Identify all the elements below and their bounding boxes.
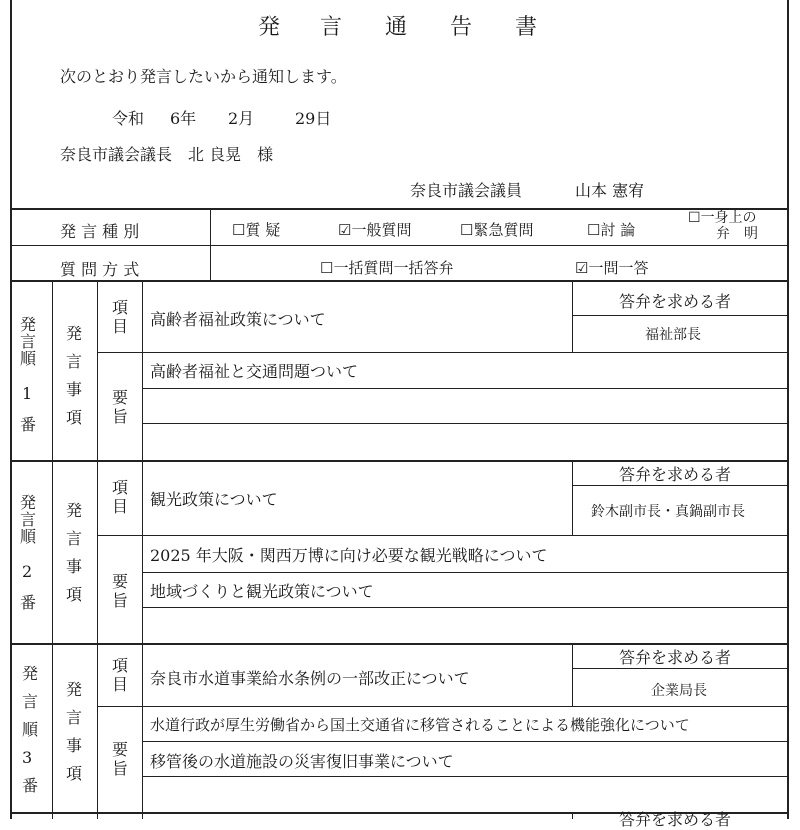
speech-matter-label: 発 言 事 項 [66, 501, 83, 604]
speech-order-label: 発 言 順 3 番 [22, 664, 39, 795]
speech-order-number: 1 [22, 384, 33, 403]
notice-form: 発 言 通 告 書 次のとおり発言したいから通知します。 令和 6年 2月 29日 奈良市議会議長 北 良晃 様 奈良市議会議員 山本 憲宥 発 言 種 別 ☐質 疑 ☑一般質問 ☐緊急質問 ☐討 論 ☐一身上の 弁 明 質 問 方 式 ☐一括質問一括答弁 ☑一問一答 発 言 順 1 番 発 言 事 項 項 目 要 旨 高齢者福祉政策について 答弁を求める者 福祉部長 高齢者福祉と交通問題ついて 発 言 順 2 番 発 言 事 項 項 目 要 旨 観光政策について 答弁を求める者 鈴木副市長・真鍋副市長 2025 年大阪・関西万博に向け必要な観光戦略について 地域づくりと観光政策について 発 言 順 3 番 発 言 事 項 項 目 要 旨 奈良市水道事業給水条例の一部改正について 答弁を求める者 企業局長 水道行政が厚生労働省から国土交通省に移管されることによる機能強化について 移管後の水道施設の災害復旧事業について 答弁を求める者 [0, 0, 800, 819]
respondent-name: 企業局長 [651, 683, 707, 699]
speech-order-label: 発 言 順 [20, 315, 37, 368]
speech-order-number: 2 [22, 562, 33, 581]
summary-point: 移管後の水道施設の災害復旧事業について [150, 752, 454, 771]
respondent-header: 答弁を求める者 [619, 292, 732, 311]
summary-label: 要 旨 [112, 572, 129, 610]
option-one-by-one[interactable]: ☑一問一答 [575, 259, 649, 277]
option-debate[interactable]: ☐討 論 [587, 221, 636, 239]
option-urgent-question[interactable]: ☐緊急質問 [460, 221, 534, 239]
summary-label: 要 旨 [112, 388, 129, 426]
speech-order-label: 発 言 順 [20, 493, 37, 546]
item-text: 奈良市水道事業給水条例の一部改正について [150, 669, 470, 688]
speech-matter-label: 発 言 事 項 [66, 324, 83, 427]
summary-point: 水道行政が厚生労働省から国土交通省に移管されることによる機能強化について [150, 716, 690, 734]
option-bulk[interactable]: ☐一括質問一括答弁 [320, 259, 454, 277]
speech-block-4-partial: 答弁を求める者 [0, 813, 800, 819]
respondent-header: 答弁を求める者 [619, 648, 732, 667]
addressee: 奈良市議会議長 北 良晃 様 [60, 145, 274, 164]
respondent-header: 答弁を求める者 [619, 465, 732, 484]
summary-label: 要 旨 [112, 740, 129, 778]
option-general-question[interactable]: ☑一般質問 [338, 221, 412, 239]
respondent-name: 福祉部長 [645, 327, 701, 343]
option-question[interactable]: ☐質 疑 [232, 221, 281, 239]
option-personal-explanation[interactable]: ☐一身上の 弁 明 [688, 210, 758, 242]
item-label: 項 目 [112, 298, 129, 336]
summary-point: 地域づくりと観光政策について [150, 582, 374, 601]
summary-point: 2025 年大阪・関西万博に向け必要な観光戦略について [150, 546, 548, 565]
respondent-name: 鈴木副市長・真鍋副市長 [591, 504, 745, 520]
item-label: 項 目 [112, 478, 129, 516]
item-text: 高齢者福祉政策について [150, 310, 326, 329]
speech-type-label: 発 言 種 別 [60, 222, 140, 241]
speech-matter-label: 発 言 事 項 [66, 680, 83, 783]
question-method-label: 質 問 方 式 [60, 260, 140, 279]
summary-point: 高齢者福祉と交通問題ついて [150, 362, 359, 381]
item-text: 観光政策について [150, 490, 278, 509]
intro-text: 次のとおり発言したいから通知します。 [60, 67, 347, 86]
item-label: 項 目 [112, 656, 129, 694]
